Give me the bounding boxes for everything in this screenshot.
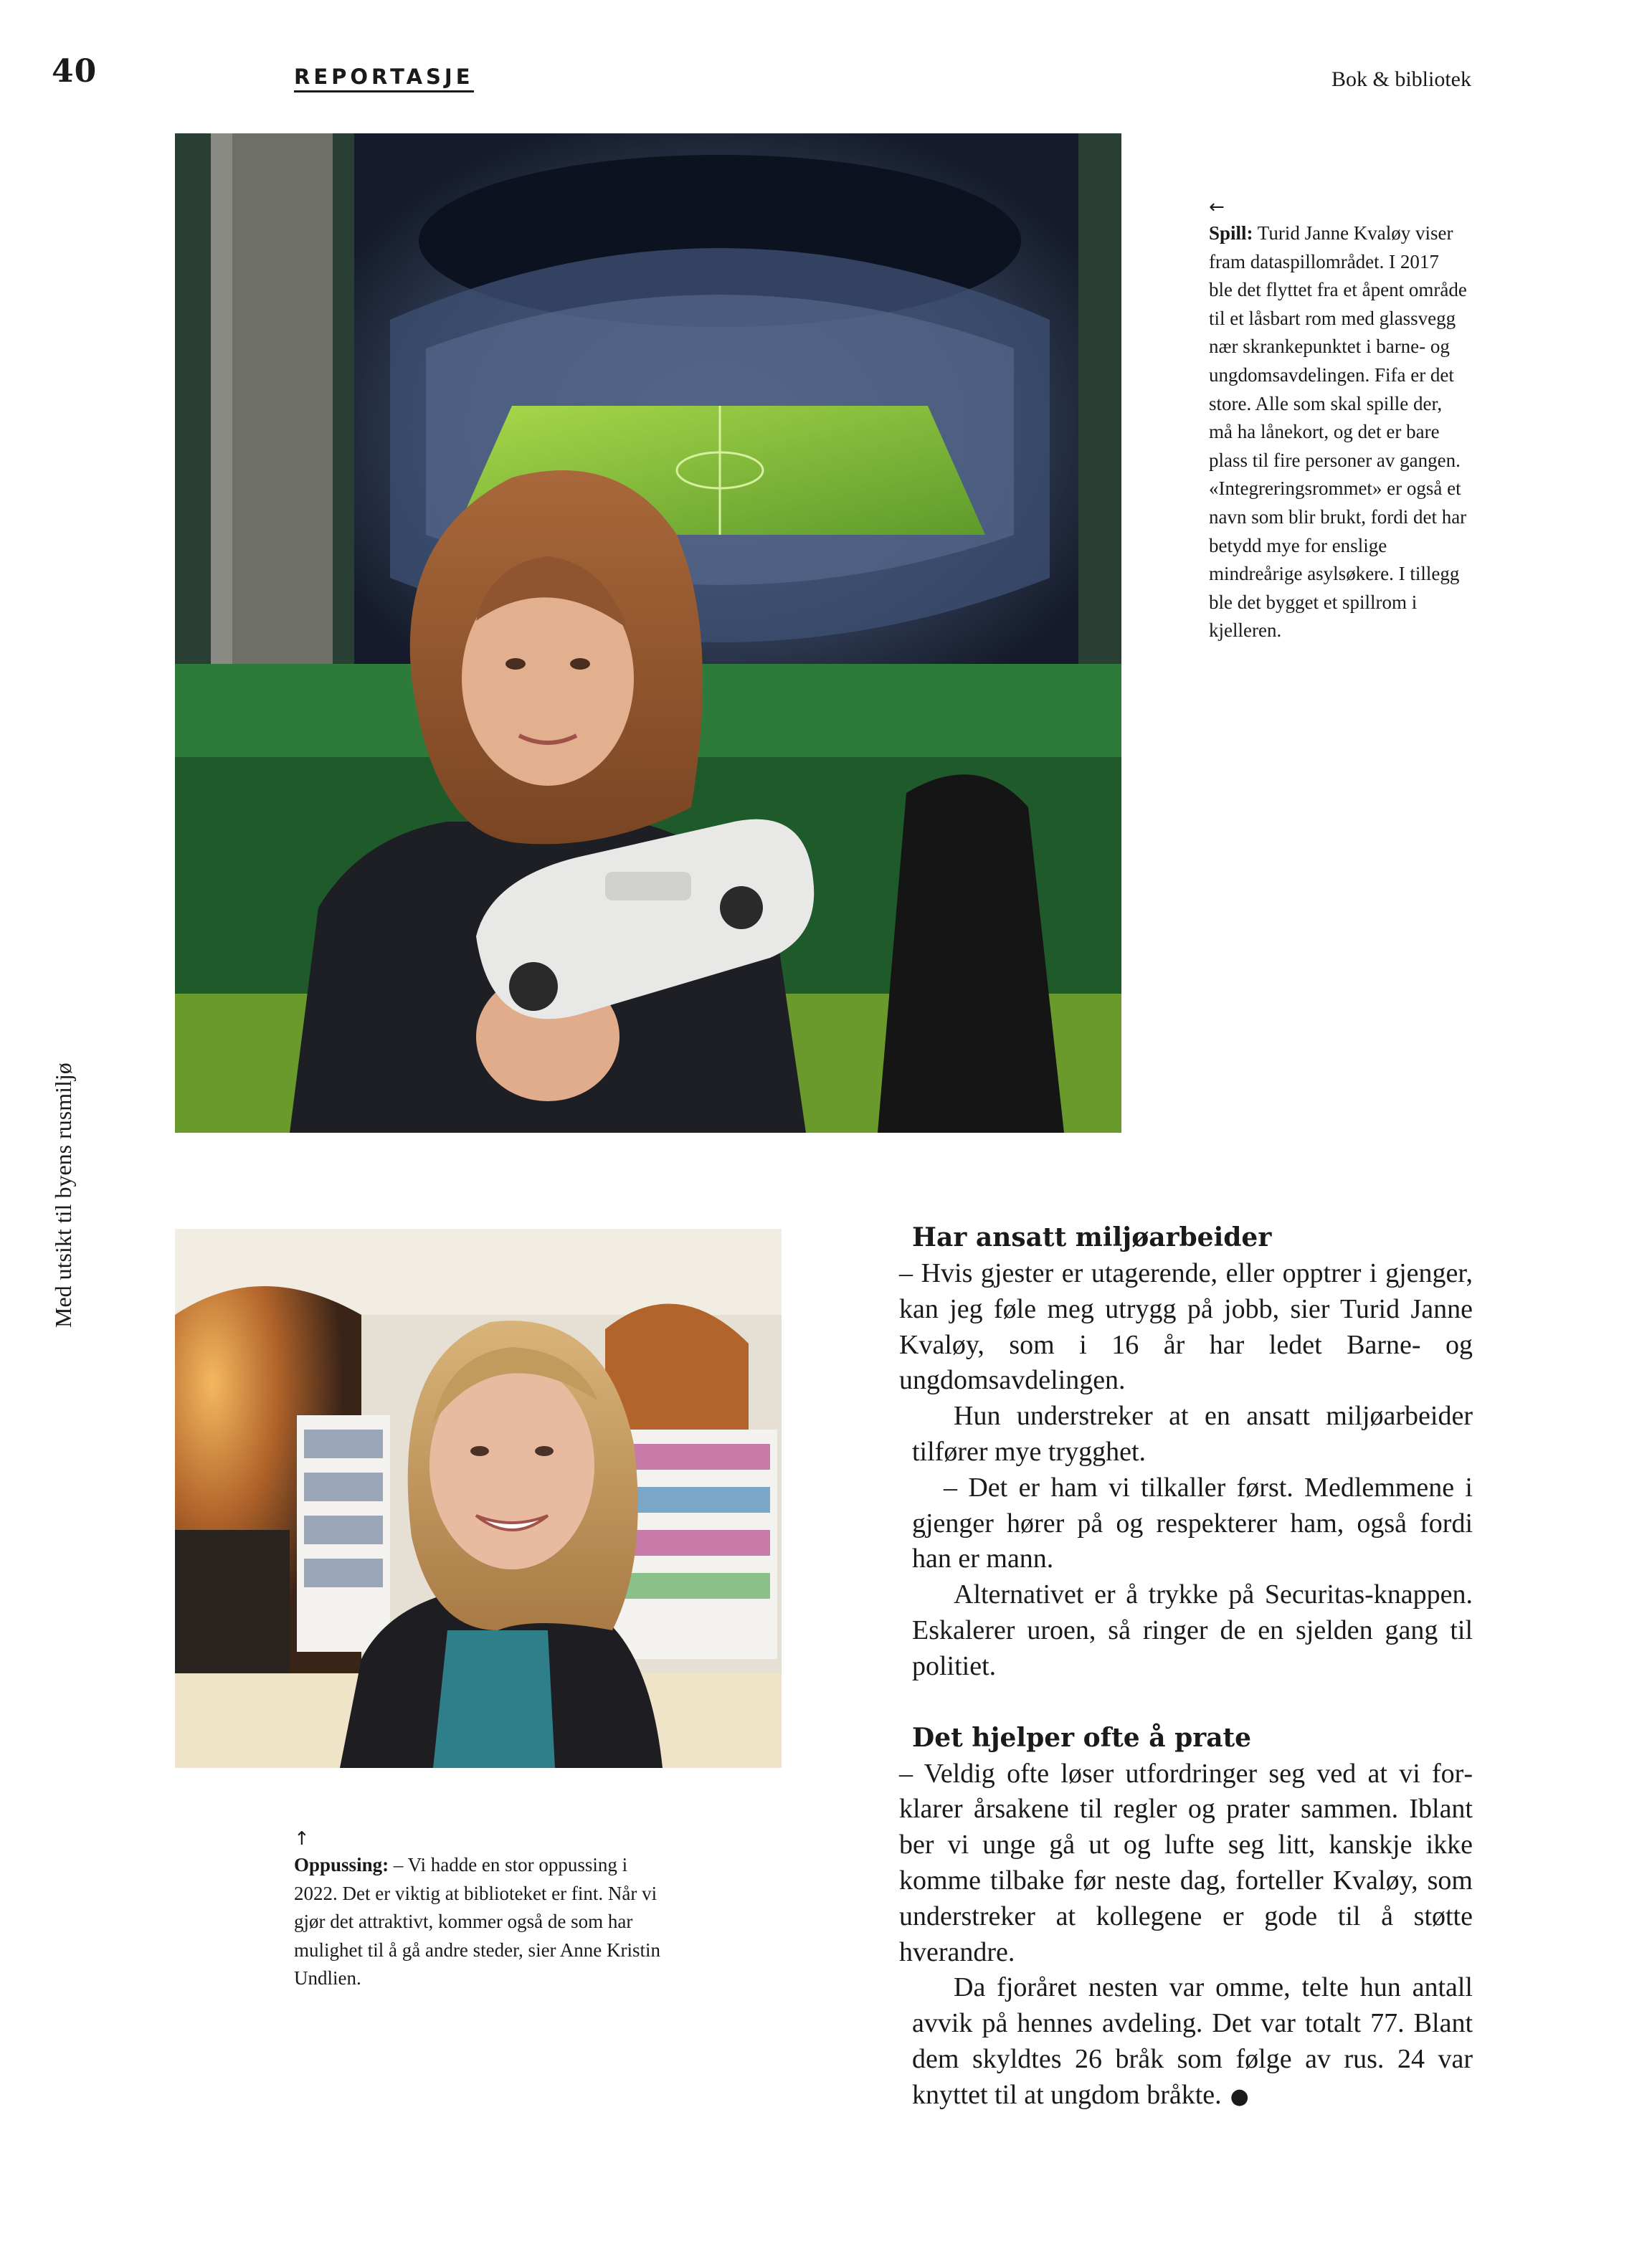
photo-caption-library <box>294 1827 667 1993</box>
section-label: REPORTASJE <box>294 65 474 92</box>
paragraph: – Veldig ofte løser utfordringer seg ved at vi forklarer årsakene til regler og prater sammen. Iblant ber vi unge gå ut og lufte seg litt, kanskje ikke komme tilbake før neste dag, forteller Kvaløy, som understreker at kollegene er gode til å støtte hverandre. <box>899 1758 1473 1967</box>
paragraph: Hun understreker at en ansatt miljøarbeider tilfører mye trygghet. <box>912 1401 1473 1467</box>
end-of-article-icon: ● <box>1230 2083 1249 2109</box>
subheading-ansatt-miljoarbeider: Har ansatt miljøarbeider <box>912 1222 1272 1252</box>
arrow-left-icon: ← <box>1209 196 1225 218</box>
caption-lead: Spill: <box>1209 222 1253 244</box>
publication-name: Bok & bibliotek <box>1331 67 1471 91</box>
page-number: 40 <box>52 53 98 90</box>
photo-library <box>175 1229 782 1768</box>
paragraph: – Det er ham vi tilkaller først. Medlemmene i gjenger hører på og respekterer ham, også fordi han er mann. <box>912 1472 1473 1574</box>
running-title: Med utsikt til byens rusmiljø <box>50 1062 76 1328</box>
paragraph-text: Da fjoråret nesten var omme, telte hun antall avvik på hennes avdeling. Det var totalt 77. Blant dem skyldtes 26 bråk som følge av rus. 24 var knyttet til at ungdom bråkte. <box>912 1972 1473 2110</box>
paragraph: – Hvis gjester er utagerende, eller opptrer i gjenger, kan jeg føle meg utrygg på jobb, sier Turid Janne Kvaløy, som i 16 år har ledet Barne- og ungdomsavdelingen. <box>899 1258 1473 1396</box>
article-body <box>899 1219 1473 2115</box>
subheading-hjelper-a-prate: Det hjelper ofte å prate <box>912 1722 1252 1753</box>
photo-game-room-illustration <box>175 133 1121 1133</box>
paragraph: Alternativet er å trykke på Securitas-knappen. Eskalerer uroen, så ringer de en sjelden gang til politiet. <box>912 1579 1473 1681</box>
caption-text: – Vi hadde en stor oppussing i 2022. Det er viktig at biblioteket er fint. Når vi gjør det attraktivt, kommer også de som har mulighet til å gå andre steder, sier Anne Kristin Undlien. <box>294 1854 661 1989</box>
arrow-up-icon: ↑ <box>294 1828 310 1850</box>
spacer <box>912 1685 1473 1719</box>
paragraph-final <box>912 1970 1473 2114</box>
photo-library-illustration <box>175 1229 782 1768</box>
caption-text: Turid Janne Kvaløy viser fram dataspillområdet. I 2017 ble det flyttet fra et åpent område til et låsbart rom med glassvegg nær skrankepunktet i barne- og ungdomsavdelingen. Fifa er det store. Alle som skal spille der, må ha lånekort, og det er bare plass til fire personer av gangen. «Integreringsrommet» er også et navn som blir brukt, fordi det har betydd mye for enslige mindreårige asylsøkere. I tillegg ble det bygget et spillrom i kjelleren. <box>1209 222 1467 642</box>
photo-caption-game-room <box>1209 195 1467 645</box>
photo-game-room <box>175 133 1121 1133</box>
caption-lead: Oppussing: <box>294 1854 389 1875</box>
